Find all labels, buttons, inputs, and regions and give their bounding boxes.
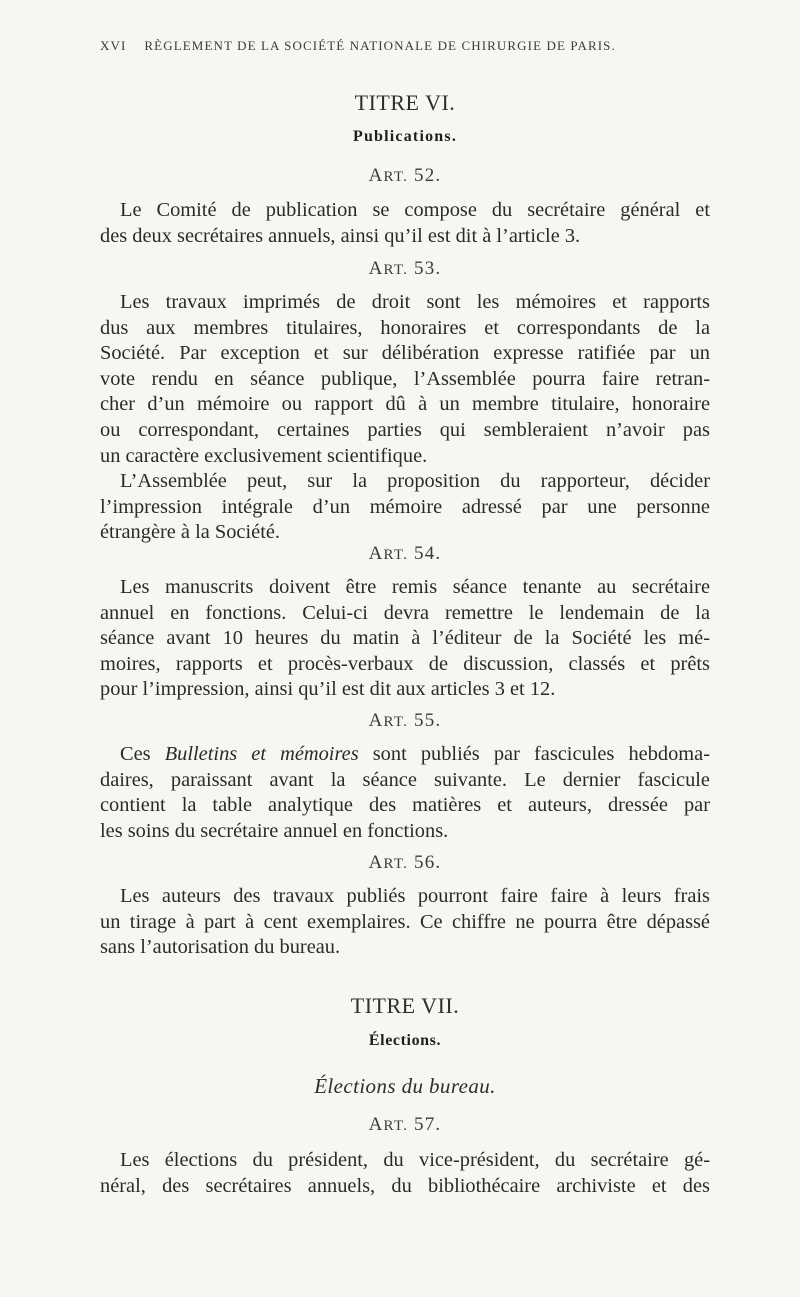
text-line: moires, rapports et procès-verbaux de discussion, classés et prêts xyxy=(100,652,710,675)
text-line: contient la table analytique des matières et auteurs, dressée par xyxy=(100,794,710,817)
section-heading: Élections du bureau. xyxy=(314,1074,496,1098)
text-line: séance avant 10 heures du matin à l’éditeur de la Société les mé- xyxy=(100,627,710,650)
text-line: un caractère exclusivement scientifique. xyxy=(100,444,428,467)
text-line: Les auteurs des travaux publiés pourront faire faire à leurs frais xyxy=(120,885,710,907)
article-52-heading: ART. 52. xyxy=(368,165,442,186)
titre-7-subtitle: Élections. xyxy=(368,1032,442,1049)
text-line: Ces Bulletins et mémoires sont publiés par fascicules hebdoma- xyxy=(120,743,710,765)
article-53-heading: ART. 53. xyxy=(368,258,442,279)
text-line: Le Comité de publication se compose du secrétaire général et xyxy=(120,199,710,221)
text-line: annuel en fonctions. Celui-ci devra remettre le lendemain de la xyxy=(100,601,710,624)
article-54-heading: ART. 54. xyxy=(368,543,442,564)
text-line: un tirage à part à cent exemplaires. Ce chiffre ne pourra être dépassé xyxy=(100,910,710,933)
article-53-paragraph-1 xyxy=(100,290,710,469)
text-line: Les manuscrits doivent être remis séance tenante au secrétaire xyxy=(120,576,710,598)
italic-title: Bulletins et mémoires xyxy=(164,743,359,765)
article-55-heading: ART. 55. xyxy=(368,710,442,731)
article-52-text xyxy=(100,198,710,249)
text-line: sans l’autorisation du bureau. xyxy=(100,936,341,959)
text-line: les soins du secrétaire annuel en fonctions. xyxy=(100,819,449,842)
text-line: Les élections du président, du vice-président, du secrétaire gé- xyxy=(120,1149,710,1171)
text-line: Les travaux imprimés de droit sont les mémoires et rapports xyxy=(120,291,710,313)
text-line: daires, paraissant avant la séance suivante. Le dernier fascicule xyxy=(100,768,710,791)
text-line: étrangère à la Société. xyxy=(100,521,281,544)
article-55-text xyxy=(100,742,710,844)
article-57-heading: ART. 57. xyxy=(368,1114,442,1135)
text-line: pour l’impression, ainsi qu’il est dit aux articles 3 et 12. xyxy=(100,678,556,701)
titre-7-heading: TITRE VII. xyxy=(350,993,460,1018)
text-line: Société. Par exception et sur délibération expresse ratifiée par un xyxy=(100,342,710,365)
text-line: des deux secrétaires annuels, ainsi qu’il est dit à l’article 3. xyxy=(100,224,581,247)
text-line: dus aux membres titulaires, honoraires et correspondants de la xyxy=(100,316,710,339)
text-line: vote rendu en séance publique, l’Assemblée pourra faire retran- xyxy=(100,367,710,390)
text-line: l’impression intégrale d’un mémoire adressé par une personne xyxy=(100,495,710,518)
article-54-text xyxy=(100,575,710,703)
book-page xyxy=(100,0,710,1297)
titre-6-subtitle: Publications. xyxy=(352,128,458,145)
page-folio: XVI xyxy=(100,38,127,53)
article-53-paragraph-2 xyxy=(100,469,710,546)
titre-6-heading: TITRE VI. xyxy=(354,90,456,115)
text-line: L’Assemblée peut, sur la proposition du rapporteur, décider xyxy=(120,470,710,492)
running-head xyxy=(100,38,660,54)
article-57-text xyxy=(100,1148,710,1199)
text-line: cher d’un mémoire ou rapport dû à un membre titulaire, honoraire xyxy=(100,393,710,416)
article-56-text xyxy=(100,884,710,961)
article-56-heading: ART. 56. xyxy=(368,852,442,873)
running-title: RÈGLEMENT DE LA SOCIÉTÉ NATIONALE DE CHIRURGIE DE PARIS. xyxy=(144,38,616,53)
text-line: néral, des secrétaires annuels, du bibliothécaire archiviste et des xyxy=(100,1174,710,1197)
text-line: ou correspondant, certaines parties qui sembleraient n’avoir pas xyxy=(100,418,710,441)
